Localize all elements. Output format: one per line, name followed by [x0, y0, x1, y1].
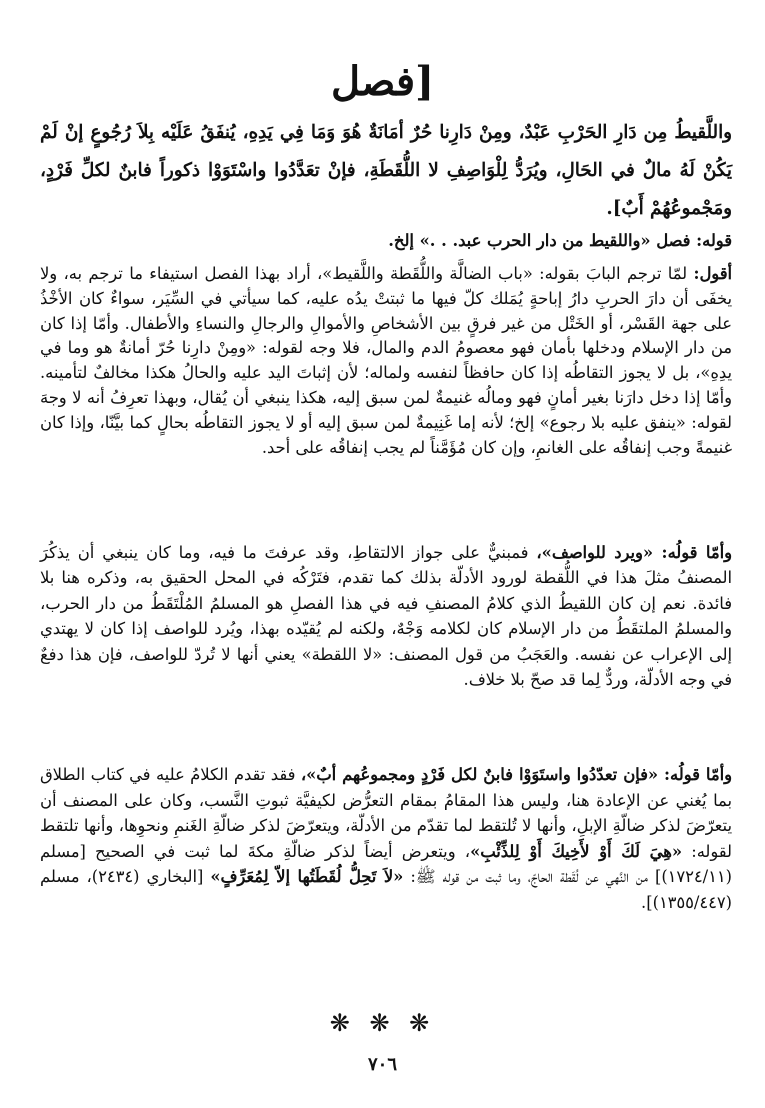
commentary-paragraph-3 — [40, 762, 732, 916]
qawluhu-line: قوله: فصل «واللقيط من دار الحرب عبد. . .» إلخ. — [388, 231, 732, 250]
hadith-quote-2: «لاَ تَحِلُّ لُقَطَتُها إلاّ لِمُعَرِّفٍ» — [210, 867, 404, 887]
paragraph-3-lead: وأمّا قولُه: «فإن تعدّدُوا واستَوَوْا فابنٌ لكل فَرْدٍ ومجموعُهم أبٌ»، — [300, 765, 732, 784]
page-number: ٧٠٦ — [367, 1054, 397, 1075]
paragraph-2 — [40, 540, 732, 692]
commentary-heading — [40, 228, 732, 254]
paragraph-3 — [40, 762, 732, 916]
paragraph-3-text-3: [البخاري (٢٤٣٤)، مسلم (١٣٥٥/٤٤٧)]. — [40, 867, 732, 912]
paragraph-3-text-2: ، ويتعرض أيضاً لذكر ضالّةِ مكةَ لما ثبت في الصحيح [مسلم (١٧٢٤/١١)] من النَّهي عن لُقَطة الحاجّ، وما ثبت من قوله ﷺ: — [40, 841, 732, 887]
matn-paragraph: واللَّقيطُ مِن دَارِ الحَرْبِ عَبْدٌ، ومِنْ دَارِنا حُرٌ أمَانَةٌ هُوَ وَمَا فِي يَدِهِ، يُنفَقُ عَلَيْه بِلاَ رُجُوعٍ إنْ لَمْ يَكُنْ لَهُ مالٌ في الحَالِ، ويُرَدُّ لِلْوَاصِفِ لا اللُّقَطَةِ، فإنْ تعَدَّدُوا واسْتَوَوْا ذكوراً فابنٌ لكلِّ فَرْدٍ، ومَجْموعُهُمْ أَبٌ]. — [40, 122, 732, 219]
matn-text — [40, 114, 732, 228]
paragraph-3-text-1: فقد تقدم الكلامُ عليه في كتاب الطلاق بما يُغني عن الإعادة هنا، وليس هذا المقامُ بمقام التعرُّض لكيفيَّة ثبوتِ النَّسب، وكان على المصنف أن يتعرّضَ لذكر ضالّةِ الإبلِ، وأنها لا تُلتقط لما تقدّم من الأدلّة، ويتعرّضَ لذكر ضالّةِ الغَنمِ ونحوِها، وأنها تلتقط لقوله: — [40, 765, 733, 861]
paragraph-2-text: فمبنيٌّ على جواز الالتقاطِ، وقد عرفتَ ما فيه، وما كان ينبغي أن يذكُرَ المصنفُ مثلَ هذا في اللُّقطة لورود الأدلّة بذلك كما تقدم، فتَرْكُه في المحل الحقيق به، وذكره هنا بلا فائدة. نعم إن كان اللقيطُ الذي كلامُ المصنفِ فيه في هذا الفصلِ هو المسلمُ المُلْتَقَطُ من دار الحرب، والمسلمُ الملتقَطُ من دار الإسلام كان لكلامه وَجْهٌ، ولكنه لم يُقيّده بهذا، ويُرد للواصف إذا كان لا يهتدي إلى الإعراب عن نفسه. والعَجَبُ من قول المصنف: «لا اللقطة» يعني أنها لا تُردّ للواصف، فإن هذا دفعٌ في وجه الأدلّة، وردٌّ لِما قد صحّ بلا خلاف. — [40, 543, 732, 690]
hadith-quote-1: «هِيَ لَكَ أَوْ لأَخِيكَ أَوْ لِلذِّئْبِ» — [470, 841, 682, 861]
section-end-ornament: ❋ ❋ ❋ — [329, 1009, 436, 1037]
paragraph-2-lead: وأمّا قولُه: «ويرد للواصف»، — [536, 543, 732, 562]
paragraph-1-text: لمّا ترجم البابَ بقوله: «باب الضالَّة واللُّقَطة واللَّقيط»، أراد بهذا الفصل استيفاء ما ترجم به، ولا يخفَى أن دارَ الحربِ دارُ إباحةٍ يُمَلك كلّ فيها ما ثبتتْ يدُه عليه، كما سيأتي في السِّيَر، سواءٌ كان الأخْذُ على جهة القَسْر، أو الخَتْل من غير فرقٍ بين الأشخاصِ والأموالِ والرجالِ والنساءِ والأطفال. وأمّا إذا كان من دار الإسلام ودخلها بأمان فهو معصومُ الدم والمال، فلا وجه لقوله: «ومِنْ دارِنا حُرّ أمانةٌ هو وما في يدِهِ»، بل لا يجوز التقاطُه إذا كان حافظاً لنفسه ولماله؛ لأن إثباتَ اليد عليه والحالُ هكذا مخالفٌ لتأمينه. وأمّا إذا دخل دارَنا بغير أمانٍ فهو ومالُه غنيمةٌ لمن سبق إليه، هكذا ينبغي أن يُقال، وبهذا تعرِفُ أنه لا وجهَ لقوله: «ينفق عليه بلا رجوع» إلخ؛ لأنه إما غَنِيمةٌ لمن سبق إليه أو لا يجوز التقاطُه بحالٍ كما بيَّنّا، وإذا كان غنيمةً وجب إنفاقُه على الغانمِ، وإن كان مُؤَمَّناً لم يجب إنفاقُه على أحد. — [40, 264, 732, 457]
paragraph-1 — [40, 262, 732, 460]
section-heading: [فصل — [330, 58, 435, 105]
commentary-paragraph-2 — [40, 540, 732, 692]
commentary-paragraph-1 — [40, 262, 732, 460]
paragraph-1-lead: أقول: — [693, 264, 732, 283]
